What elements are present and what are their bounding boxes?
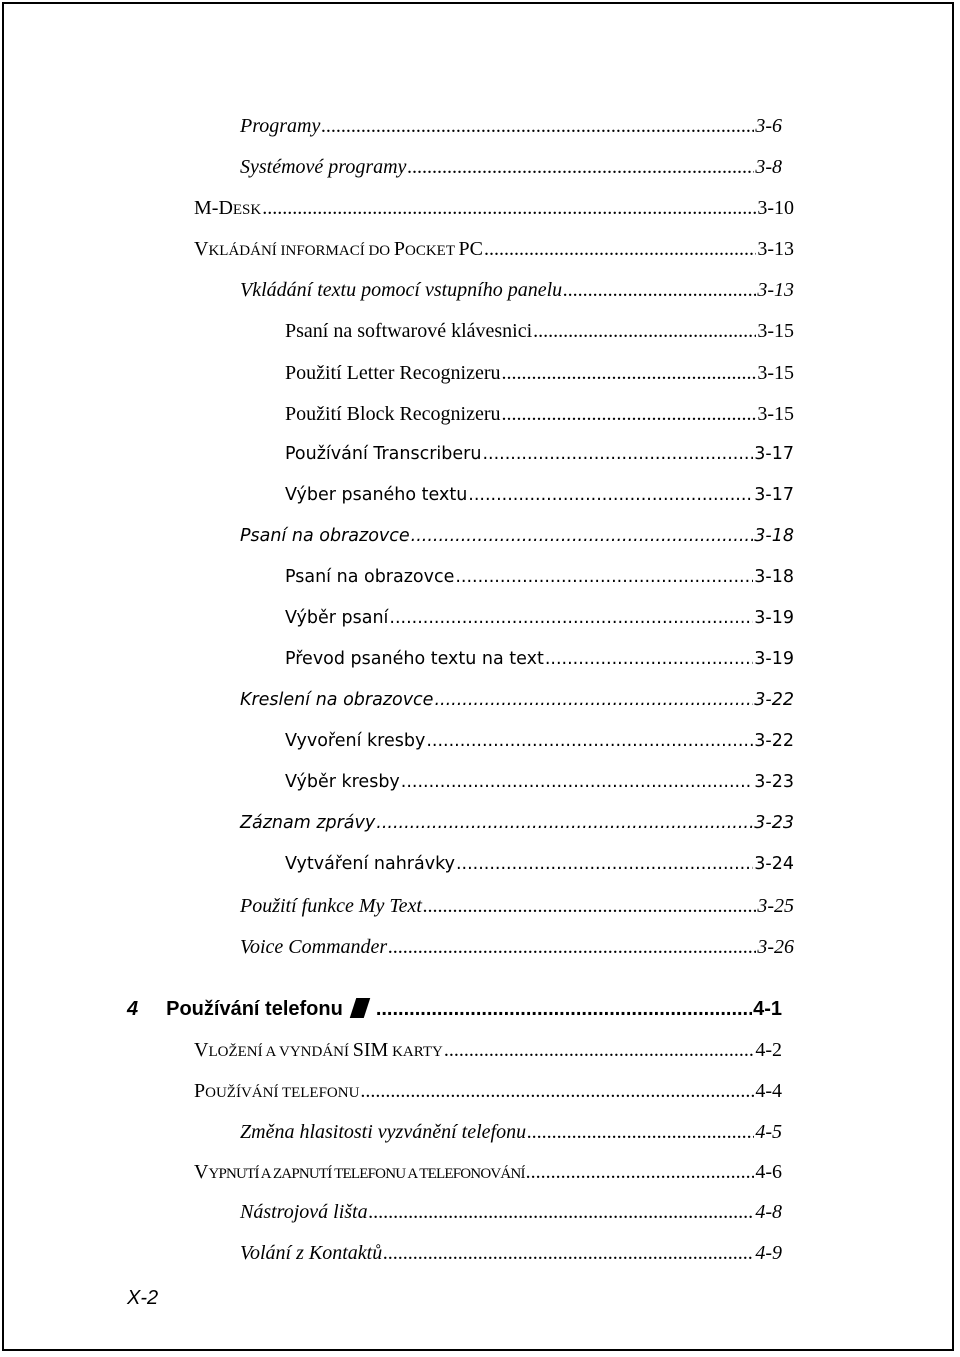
toc-chapter-4[interactable] xyxy=(127,998,782,1019)
toc-entry-m-desk[interactable] xyxy=(194,198,794,218)
toc-entry-systemove-programy[interactable] xyxy=(240,157,782,177)
toc-entry-label: Vytváření nahrávky xyxy=(285,854,455,874)
toc-entry-page: 3-22 xyxy=(754,731,794,751)
toc-entry-page: 4-6 xyxy=(755,1161,782,1183)
toc-entry-label: Použití Letter Recognizeru xyxy=(285,362,501,384)
toc-entry-page: 3-17 xyxy=(754,444,794,464)
toc-dot-leader xyxy=(407,157,754,177)
chapter-number: 4 xyxy=(127,998,139,1020)
toc-dot-leader xyxy=(468,487,753,505)
toc-entry-vlozeni-sim[interactable] xyxy=(194,1040,782,1060)
toc-entry-label: Vkládání textu pomocí vstupního panelu xyxy=(240,279,563,301)
toc-entry-label: Použití funkce My Text xyxy=(240,895,422,917)
phone-icon xyxy=(350,998,370,1018)
toc-entry-page: 4-4 xyxy=(755,1080,782,1102)
toc-dot-leader xyxy=(426,733,753,751)
toc-entry-page: 4-5 xyxy=(755,1121,782,1143)
toc-entry-page: 3-23 xyxy=(754,813,794,833)
toc-dot-leader xyxy=(526,1162,755,1182)
toc-dot-leader xyxy=(389,610,753,628)
toc-entry-label: M-DESK xyxy=(194,197,262,219)
toc-entry-page: 3-18 xyxy=(754,526,794,546)
toc-entry-page: 4-2 xyxy=(755,1039,782,1061)
toc-entry-label: Psaní na obrazovce xyxy=(285,567,455,587)
toc-entry-label: Používání Transcriberu xyxy=(285,444,482,464)
toc-entry-label: Vyvoření kresby xyxy=(285,731,426,751)
toc-entry-page: 3-15 xyxy=(757,403,794,425)
toc-entry-vyber-psaneho-textu[interactable] xyxy=(285,487,794,505)
toc-dot-leader xyxy=(321,116,754,136)
toc-entry-label: Psaní na obrazovce xyxy=(240,526,410,546)
toc-entry-page: 3-10 xyxy=(757,197,794,219)
toc-entry-label: Systémové programy xyxy=(240,156,407,178)
toc-entry-page: 3-8 xyxy=(755,156,782,178)
toc-entry-page: 3-18 xyxy=(754,567,794,587)
toc-dot-leader xyxy=(376,815,753,833)
toc-entry-page: 3-13 xyxy=(757,238,794,260)
toc-entry-page: 3-6 xyxy=(755,115,782,137)
toc-dot-leader xyxy=(401,774,753,792)
chapter-title: Používání telefonu xyxy=(166,998,343,1020)
toc-dot-leader xyxy=(482,446,753,464)
toc-entry-label: Voice Commander xyxy=(240,936,388,958)
toc-entry-page: 4-9 xyxy=(755,1242,782,1264)
toc-entry-page: 3-17 xyxy=(754,485,794,505)
toc-dot-leader xyxy=(444,1040,754,1060)
toc-entry-page: 3-23 xyxy=(754,772,794,792)
toc-entry-vkladani-informaci[interactable] xyxy=(194,239,794,259)
toc-entry-label: Převod psaného textu na text xyxy=(285,649,544,669)
toc-entry-label: Kreslení na obrazovce xyxy=(240,690,434,710)
toc-entry-page: 3-22 xyxy=(754,690,794,710)
toc-entry-vyber-kresby[interactable] xyxy=(285,774,794,792)
toc-dot-leader xyxy=(383,1243,754,1263)
toc-entry-label: VYPNUTÍ A ZAPNUTÍ TELEFONU A TELEFONOVÁNÍ xyxy=(194,1161,525,1183)
toc-entry-label: Použití Block Recognizeru xyxy=(285,403,501,425)
toc-entry-page: 4-1 xyxy=(753,998,782,1020)
toc-entry-zaznam-zpravy[interactable] xyxy=(240,815,794,833)
toc-entry-nastrojova-lista[interactable] xyxy=(240,1202,782,1222)
toc-entry-my-text[interactable] xyxy=(240,896,794,916)
toc-entry-programy[interactable] xyxy=(240,116,782,136)
toc-dot-leader xyxy=(533,321,756,341)
toc-entry-label: Změna hlasitosti vyzvánění telefonu xyxy=(240,1121,527,1143)
toc-entry-page: 3-25 xyxy=(757,895,794,917)
toc-entry-vkladani-textu[interactable] xyxy=(240,280,794,300)
toc-entry-page: 3-13 xyxy=(757,279,794,301)
toc-dot-leader xyxy=(360,1081,754,1101)
toc-entry-page: 4-8 xyxy=(755,1201,782,1223)
toc-dot-leader xyxy=(563,280,756,300)
toc-entry-vytvareni-nahravky[interactable] xyxy=(285,856,794,874)
toc-entry-page: 3-26 xyxy=(757,936,794,958)
toc-dot-leader xyxy=(423,896,756,916)
toc-entry-vyber-psani[interactable] xyxy=(285,610,794,628)
toc-entry-label: Psaní na softwarové klávesnici xyxy=(285,320,533,342)
toc-entry-vypnuti-zapnuti[interactable] xyxy=(194,1162,782,1182)
toc-entry-label: Programy xyxy=(240,115,321,137)
toc-dot-leader xyxy=(411,528,754,546)
toc-dot-leader xyxy=(502,404,757,424)
toc-entry-psani-softwarova-klavesnice[interactable] xyxy=(285,321,794,341)
toc-entry-page: 3-19 xyxy=(754,649,794,669)
toc-entry-label: Výběr kresby xyxy=(285,772,400,792)
toc-entry-vytvoreni-kresby[interactable] xyxy=(285,733,794,751)
toc-dot-leader xyxy=(527,1122,754,1142)
toc-entry-label: Volání z Kontaktů xyxy=(240,1242,383,1264)
toc-dot-leader xyxy=(501,363,756,383)
page-number-footer: X-2 xyxy=(127,1287,159,1309)
toc-dot-leader xyxy=(484,239,756,259)
toc-entry-label: Nástrojová lišta xyxy=(240,1201,368,1223)
toc-dot-leader xyxy=(388,937,756,957)
toc-entry-block-recognizer[interactable] xyxy=(285,404,794,424)
toc-entry-page: 3-24 xyxy=(754,854,794,874)
toc-entry-page: 3-15 xyxy=(757,320,794,342)
toc-dot-leader xyxy=(456,856,753,874)
toc-entry-kresleni-na-obrazovce[interactable] xyxy=(240,692,794,710)
toc-dot-leader xyxy=(434,692,753,710)
toc-entry-volani-z-kontaktu[interactable] xyxy=(240,1243,782,1263)
toc-dot-leader xyxy=(369,1202,755,1222)
toc-entry-letter-recognizer[interactable] xyxy=(285,363,794,383)
toc-chapter-label xyxy=(127,998,375,1019)
toc-entry-prevod-psaneho-textu[interactable] xyxy=(285,651,794,669)
toc-entry-label: Výběr psaní xyxy=(285,608,389,628)
toc-dot-leader xyxy=(376,999,752,1019)
toc-entry-zmena-hlasitosti[interactable] xyxy=(240,1122,782,1142)
toc-entry-label: VKLÁDÁNÍ INFORMACÍ DO POCKET PC xyxy=(194,238,483,260)
toc-entry-label: Výber psaného textu xyxy=(285,485,468,505)
toc-entry-psani-na-obrazovce[interactable] xyxy=(285,569,794,587)
toc-entry-page: 3-15 xyxy=(757,362,794,384)
toc-entry-transcriber[interactable] xyxy=(285,446,794,464)
toc-entry-label: Záznam zprávy xyxy=(240,813,376,833)
toc-entry-label: VLOŽENÍ A VYNDÁNÍ SIM KARTY xyxy=(194,1039,443,1061)
toc-dot-leader xyxy=(545,651,753,669)
toc-entry-label: POUŽÍVÁNÍ TELEFONU xyxy=(194,1080,360,1102)
toc-entry-page: 3-19 xyxy=(754,608,794,628)
toc-dot-leader xyxy=(455,569,753,587)
toc-dot-leader xyxy=(262,198,756,218)
toc-entry-pouzivani-telefonu[interactable] xyxy=(194,1081,782,1101)
toc-entry-psani-na-obrazovce-section[interactable] xyxy=(240,528,794,546)
toc-entry-voice-commander[interactable] xyxy=(240,937,794,957)
